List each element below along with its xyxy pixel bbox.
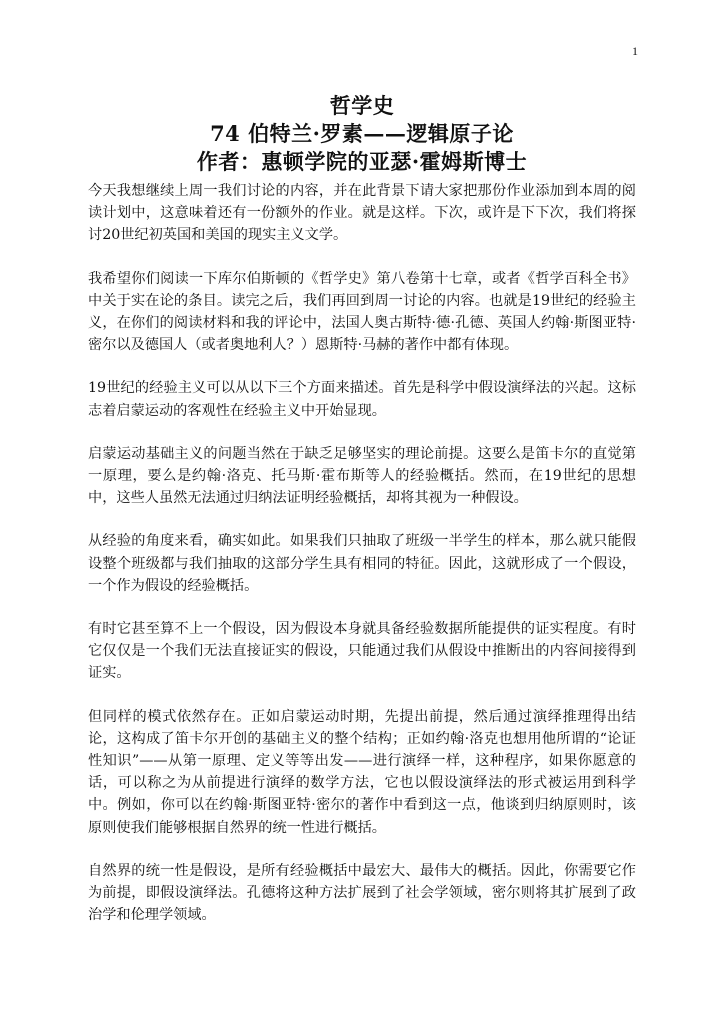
paragraph: 有时它甚至算不上一个假设，因为假设本身就具备经验数据所能提供的证实程度。有时它仅仅是一个我们无法直接证实的假设，只能通过我们从假设中推断出的内容间接得到证实。 xyxy=(88,621,636,682)
paragraph: 从经验的角度来看，确实如此。如果我们只抽取了班级一半学生的样本，那么就只能假设整个班级都与我们抽取的这部分学生具有相同的特征。因此，这就形成了一个假设，一个作为假设的经验概括。 xyxy=(88,533,636,594)
paragraph: 启蒙运动基础主义的问题当然在于缺乏足够坚实的理论前提。这要么是笛卡尔的直觉第一原理，要么是约翰·洛克、托马斯·霍布斯等人的经验概括。然而，在19世纪的思想中，这些人虽然无法通过归纳法证明经验概括，却将其视为一种假设。 xyxy=(88,445,636,507)
page-number: 1 xyxy=(632,44,638,58)
paragraph: 我希望你们阅读一下库尔伯斯顿的《哲学史》第八卷第十七章，或者《哲学百科全书》中关于实在论的条目。读完之后，我们再回到周一讨论的内容。也就是19世纪的经验主义，在你们的阅读材料和我的评论中，法国人奥古斯特·德·孔德、英国人约翰·斯图亚特·密尔以及德国人（或者奥地利人？）恩斯特·马赫的著作中都有体现。 xyxy=(88,270,636,354)
author-line: 作者：惠顿学院的亚瑟·霍姆斯博士 xyxy=(196,149,528,174)
document-header xyxy=(0,92,724,176)
lecture-subtitle: 74 伯特兰·罗素——逻辑原子论 xyxy=(210,121,514,146)
document-title: 哲学史 xyxy=(329,93,395,118)
paragraph: 但同样的模式依然存在。正如启蒙运动时期，先提出前提，然后通过演绎推理得出结论，这构成了笛卡尔开创的基础主义的整个结构；正如约翰·洛克也想用他所谓的“论证性知识”——从第一原理、定义等等出发——进行演绎一样，这种程序，如果你愿意的话，可以称之为从前提进行演绎的数学方法，它也以假设演绎法的形式被运用到科学中。例如，你可以在约翰·斯图亚特·密尔的著作中看到这一点，他谈到归纳原则时，该原则使我们能够根据自然界的统一性进行概括。 xyxy=(88,708,636,836)
paragraph: 今天我想继续上周一我们讨论的内容，并在此背景下请大家把那份作业添加到本周的阅读计划中，这意味着还有一份额外的作业。就是这样。下次，或许是下下次，我们将探讨20世纪初英国和美国的现实主义文学。 xyxy=(88,183,636,244)
paragraph: 自然界的统一性是假设，是所有经验概括中最宏大、最伟大的概括。因此，你需要它作为前提，即假设演绎法。孔德将这种方法扩展到了社会学领域，密尔则将其扩展到了政治学和伦理学领域。 xyxy=(88,862,636,924)
paragraph: 19世纪的经验主义可以从以下三个方面来描述。首先是科学中假设演绎法的兴起。这标志着启蒙运动的客观性在经验主义中开始显现。 xyxy=(88,380,636,419)
document-body xyxy=(88,180,636,947)
